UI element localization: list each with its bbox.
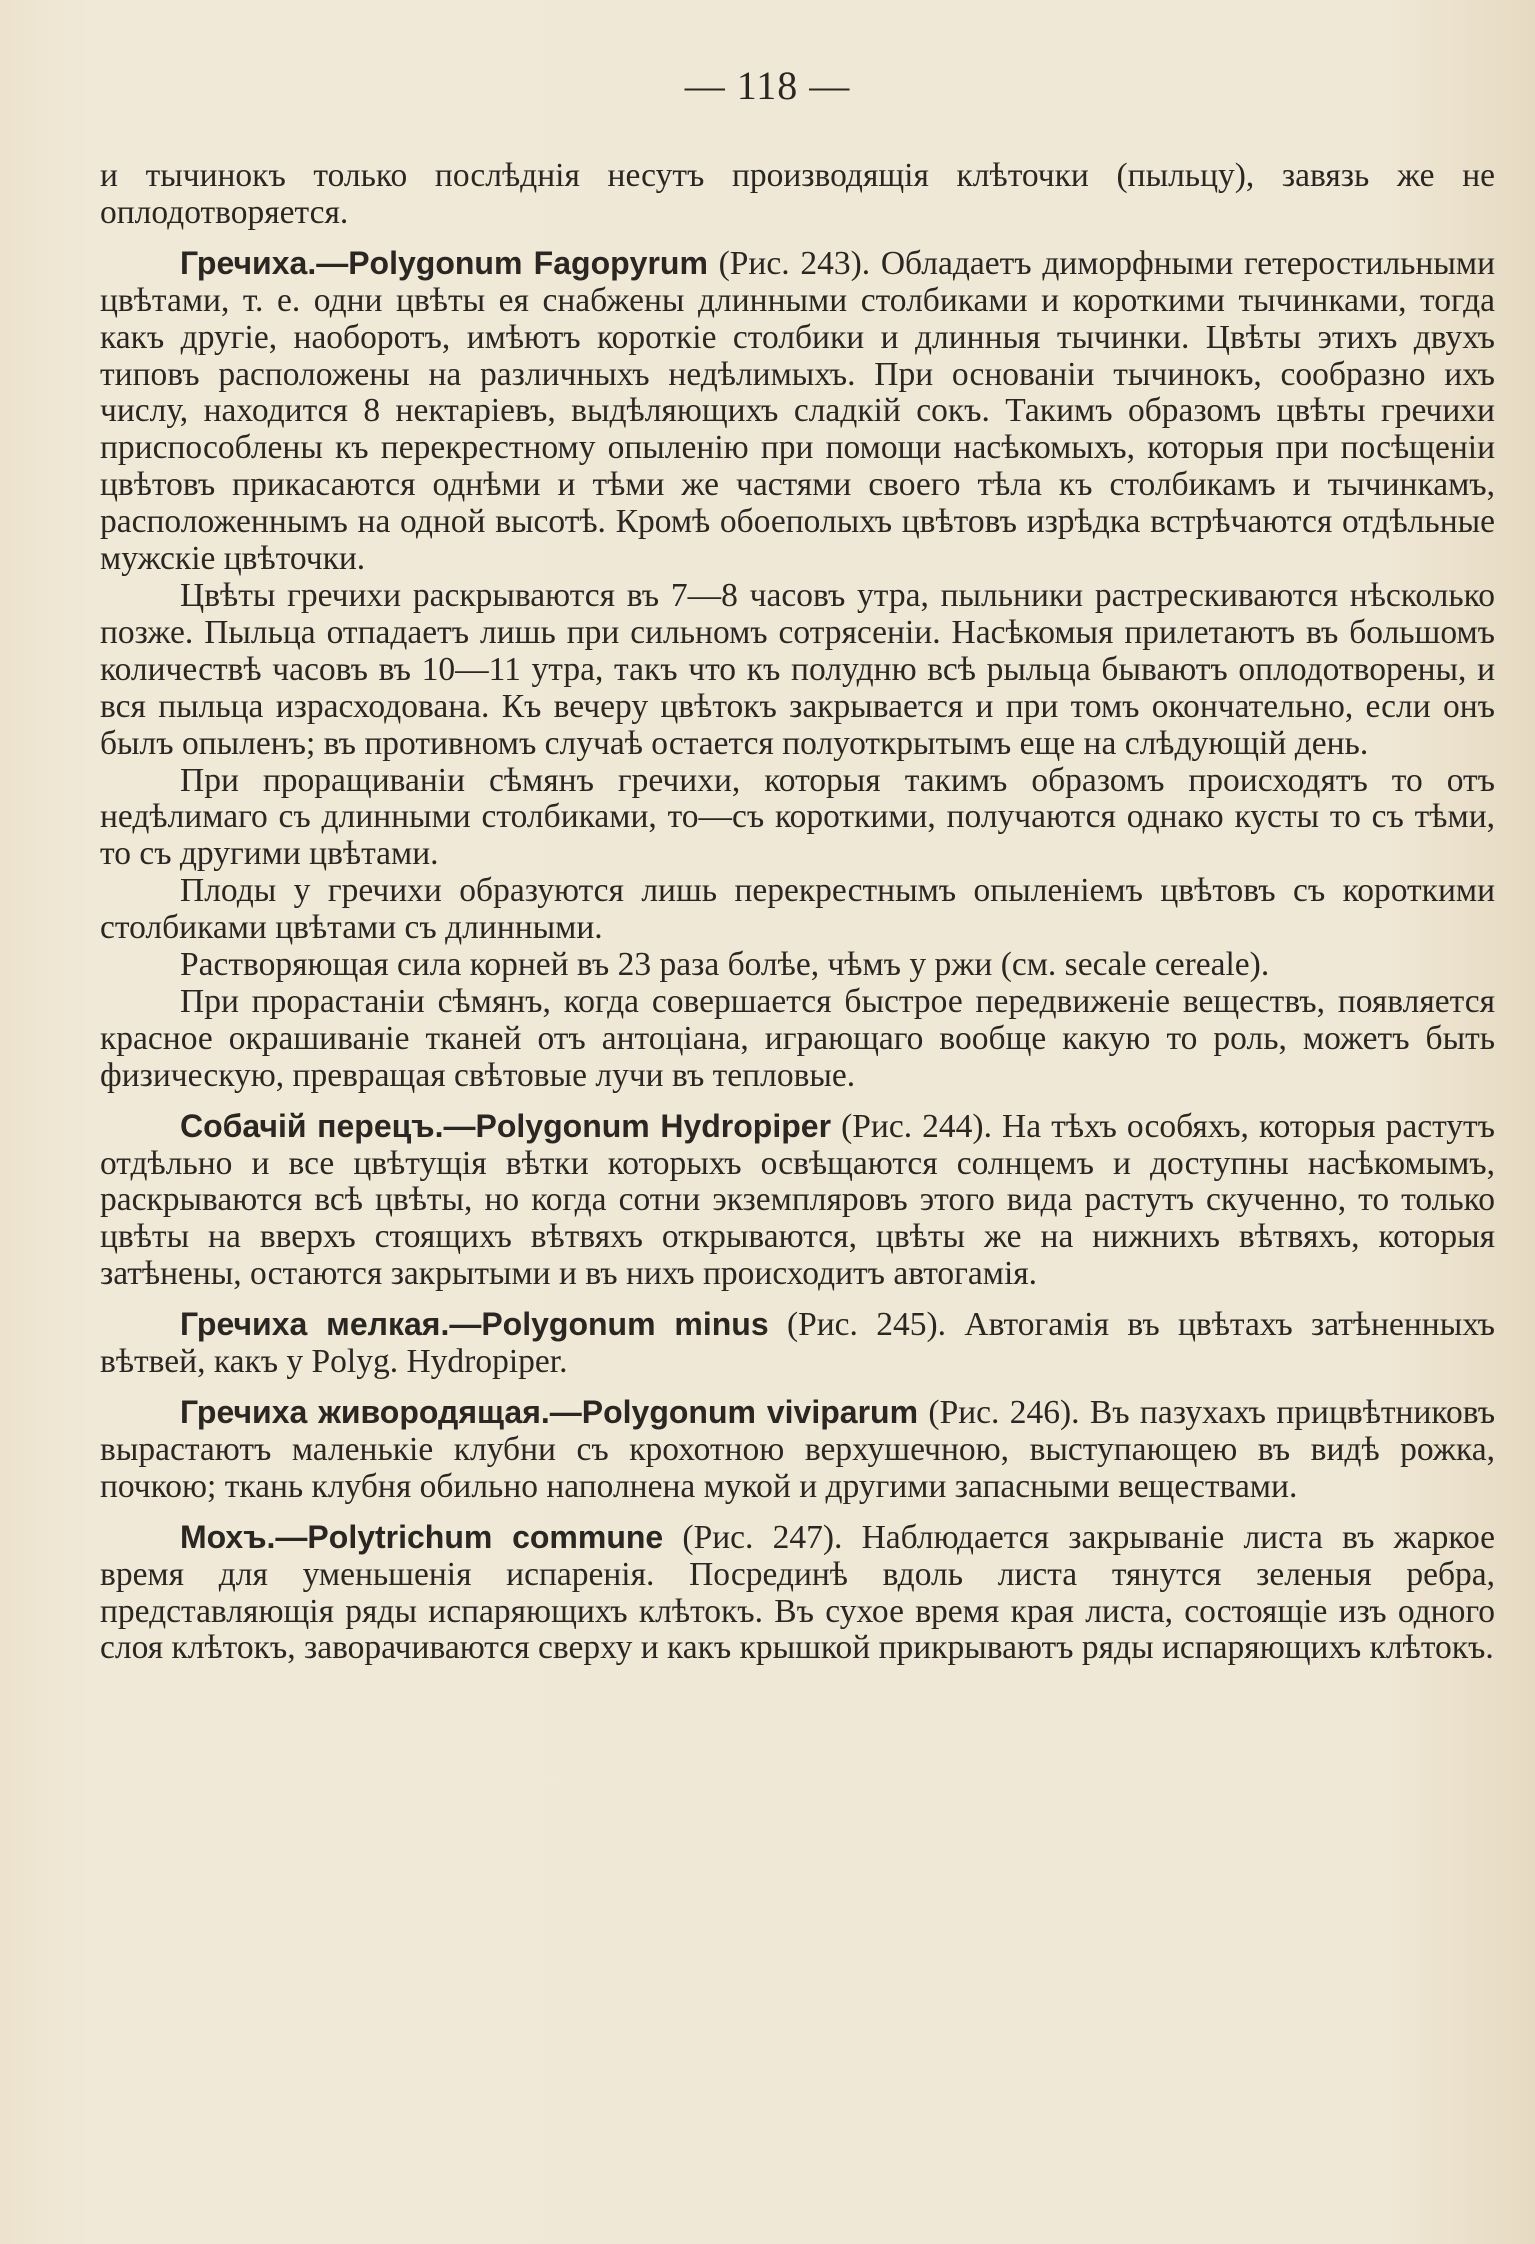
paragraph-text: (Рис. 246). Въ пазухахъ прицвѣтниковъ вырастаютъ маленькіе клубни съ крохотною верхушечною, выступающею въ видѣ рожка, почкою; ткань клубня обильно наполнена мукой и другими запасными веществами. — [100, 1394, 1496, 1505]
species-heading: Гречиха живородящая.—Polygonum viviparum — [180, 1394, 919, 1430]
paragraph-text: При проращиваніи сѣмянъ гречихи, которыя такимъ образомъ происходятъ то отъ недѣлимаго съ длинными столбиками, то—съ короткими, получаются однако кусты то съ тѣми, то съ другими цвѣтами. — [100, 761, 1495, 873]
species-heading: Гречиха.—Polygonum Fagopyrum — [180, 244, 708, 281]
paragraph-text: (Рис. 247). Наблюдается закрываніе листа въ жаркое время для уменьшенія испаренія. Посрединѣ вдоль листа тянутся зеленыя ребра, представляющія ряды испаряющихъ клѣтокъ. Въ сухое время края листа, состоящіе изъ одного слоя клѣтокъ, заворачиваются сверху и какъ крышкой прикрываютъ ряды испаряющихъ клѣтокъ. — [100, 1518, 1495, 1667]
paragraph-fagopyrum-roots — [100, 947, 1495, 984]
paragraph-text: (Рис. 243). Обладаетъ диморфными гетеростильными цвѣтами, т. е. одни цвѣты ея снабжены длинными столбиками и короткими тычинками, тогда какъ другіе, наоборотъ, имѣютъ короткіе столбики и длинныя тычинки. Цвѣты этихъ двухъ типовъ расположены на различныхъ недѣлимыхъ. При основаніи тычинокъ, сообразно ихъ числу, находится 8 нектаріевъ, выдѣляющихъ сладкій сокъ. Такимъ образомъ цвѣты гречихи приспособлены къ перекрестному опыленію при помощи насѣкомыхъ, которыя при посѣщеніи цвѣтовъ прикасаются однѣми и тѣми же частями своего тѣла къ столбикамъ и тычинкамъ, расположеннымъ на одной высотѣ. Кромѣ обоеполыхъ цвѣтовъ изрѣдка встрѣчаются отдѣльные мужскіе цвѣточки. — [100, 244, 1495, 578]
page-number: — 118 — — [684, 63, 851, 108]
paragraph-text: Плоды у гречихи образуются лишь перекрестнымъ опыленіемъ цвѣтовъ съ короткими столбиками цвѣтами съ длинными. — [100, 872, 1495, 947]
paragraph-intro — [100, 158, 1495, 232]
paragraph-fagopyrum — [100, 245, 1495, 578]
paragraph-minus — [100, 1306, 1495, 1381]
paragraph-polytrichum — [100, 1519, 1495, 1668]
page-body — [100, 158, 1495, 1667]
paragraph-text: При прорастаніи сѣмянъ, когда совершается быстрое передвиженіе веществъ, появляется красное окрашиваніе тканей отъ антоціана, играющаго вообще какую то роль, можетъ быть физическую, превращая свѣтовые лучи въ тепловые. — [100, 982, 1495, 1094]
paragraph-text: (Рис. 245). Автогамія въ цвѣтахъ затѣненныхъ вѣтвей, какъ у Polyg. Hydropiper. — [100, 1306, 1495, 1381]
paragraph-text: (Рис. 244). На тѣхъ особяхъ, которыя растутъ отдѣльно и все цвѣтущія вѣтки которыхъ освѣщаются солнцемъ и доступны насѣкомымъ, раскрываются всѣ цвѣты, но когда сотни экземпляровъ этого вида растутъ скученно, то только цвѣты на вверхъ стоящихъ вѣтвяхъ открываются, цвѣты же на нижнихъ вѣтвяхъ, которыя затѣнены, остаются закрытыми и въ нихъ происходитъ автогамія. — [100, 1107, 1495, 1293]
paragraph-fagopyrum-anthocyanin — [100, 984, 1495, 1095]
paragraph-text: Цвѣты гречихи раскрываются въ 7—8 часовъ утра, пыльники растрескиваются нѣсколько позже. Пыльца отпадаетъ лишь при сильномъ сотрясеніи. Насѣкомыя прилетаютъ въ большомъ количествѣ часовъ въ 10—11 утра, такъ что къ полудню всѣ рыльца бываютъ оплодотворены, и вся пыльца израсходована. Къ вечеру цвѣтокъ закрывается и при томъ окончательно, если онъ былъ опыленъ; въ противномъ случаѣ остается полуоткрытымъ еще на слѣдующій день. — [100, 576, 1495, 762]
paragraph-text: Растворяющая сила корней въ 23 раза болѣе, чѣмъ у ржи (см. secale cereale). — [180, 946, 1270, 984]
paragraph-fagopyrum-germination — [100, 763, 1495, 874]
paragraph-hydropiper — [100, 1108, 1495, 1294]
species-heading: Гречиха мелкая.—Polygonum minus — [180, 1306, 769, 1343]
paragraph-viviparum — [100, 1394, 1495, 1506]
paragraph-fagopyrum-fruits — [100, 873, 1495, 947]
species-heading: Собачій перецъ.—Polygonum Hydropiper — [180, 1107, 832, 1144]
species-heading: Мохъ.—Polytrichum commune — [180, 1518, 664, 1555]
paragraph-text: и тычинокъ только послѣднія несутъ производящія клѣточки (пыльцу), завязь же не оплодотворяется. — [100, 157, 1495, 231]
paragraph-fagopyrum-flowering — [100, 578, 1495, 763]
